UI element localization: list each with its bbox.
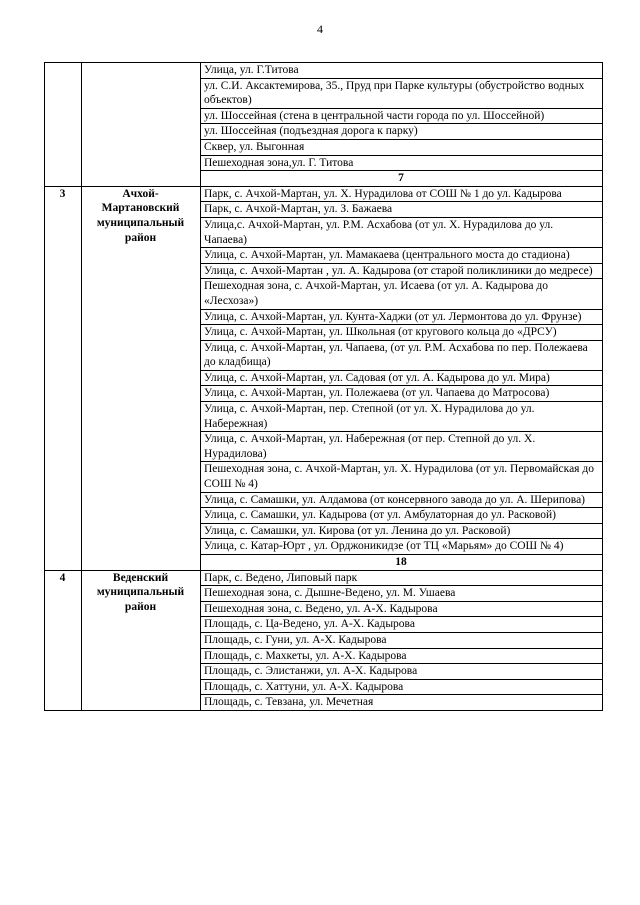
object-cell: Площадь, с. Ца-Ведено, ул. А-Х. Кадырова bbox=[201, 617, 603, 633]
table-row bbox=[45, 63, 603, 79]
table-row bbox=[45, 570, 603, 586]
object-cell: ул. С.И. Аксактемирова, 35., Пруд при Парке культуры (обустройство водных объектов) bbox=[201, 78, 603, 108]
object-cell: Улица, с. Ачхой-Мартан, ул. Полежаева (от ул. Чапаева до Матросова) bbox=[201, 386, 603, 402]
table-body bbox=[45, 63, 603, 711]
object-cell: Пешеходная зона, с. Дышне-Ведено, ул. М. Ушаева bbox=[201, 586, 603, 602]
object-cell: Улица, с. Самашки, ул. Кирова (от ул. Ленина до ул. Расковой) bbox=[201, 523, 603, 539]
object-cell: Парк, с. Ачхой-Мартан, ул. Х. Нурадилова от СОШ № 1 до ул. Кадырова bbox=[201, 186, 603, 202]
object-cell: Площадь, с. Элистанжи, ул. А-Х. Кадырова bbox=[201, 664, 603, 680]
object-cell: Улица, с. Ачхой-Мартан, ул. Набережная (от пер. Степной до ул. Х. Нурадилова) bbox=[201, 432, 603, 462]
object-cell: Сквер, ул. Выгонная bbox=[201, 139, 603, 155]
object-cell: Площадь, с. Гуни, ул. А-Х. Кадырова bbox=[201, 632, 603, 648]
object-cell: Улица, с. Ачхой-Мартан, ул. Чапаева, (от ул. Р.М. Асхабова по пер. Полежаева до кладбища) bbox=[201, 340, 603, 370]
object-cell: Улица, с. Самашки, ул. Кадырова (от ул. Амбулаторная до ул. Расковой) bbox=[201, 508, 603, 524]
object-cell: Улица, с. Ачхой-Мартан, ул. Садовая (от ул. А. Кадырова до ул. Мира) bbox=[201, 370, 603, 386]
object-cell: Улица, с. Ачхой-Мартан , ул. А. Кадырова (от старой поликлиники до медресе) bbox=[201, 263, 603, 279]
object-cell: Площадь, с. Тевзана, ул. Мечетная bbox=[201, 695, 603, 711]
object-cell: ул. Шоссейная (стена в центральной части города по ул. Шоссейной) bbox=[201, 108, 603, 124]
object-cell: Улица, с. Ачхой-Мартан, ул. Кунта-Хаджи (от ул. Лермонтова до ул. Фрунзе) bbox=[201, 309, 603, 325]
object-cell: Улица, с. Самашки, ул. Алдамова (от консервного завода до ул. А. Шерипова) bbox=[201, 492, 603, 508]
section-number: 4 bbox=[45, 570, 82, 710]
section-total: 7 bbox=[201, 171, 603, 187]
section-number bbox=[45, 63, 82, 187]
object-cell: Парк, с. Ведено, Липовый парк bbox=[201, 570, 603, 586]
district-name: Ачхой-Мартановский муниципальный район bbox=[82, 186, 201, 570]
object-cell: Улица, ул. Г.Титова bbox=[201, 63, 603, 79]
object-cell: Улица, с. Ачхой-Мартан, ул. Школьная (от кругового кольца до «ДРСУ) bbox=[201, 325, 603, 341]
section-total: 18 bbox=[201, 555, 603, 571]
district-name bbox=[82, 63, 201, 187]
object-cell: Пешеходная зона, с. Ведено, ул. А-Х. Кадырова bbox=[201, 601, 603, 617]
object-cell: Пешеходная зона, с. Ачхой-Мартан, ул. Исаева (от ул. А. Кадырова до «Лесхоза») bbox=[201, 279, 603, 309]
object-cell: Улица,с. Ачхой-Мартан, ул. Р.М. Асхабова (от ул. Х. Нурадилова до ул. Чапаева) bbox=[201, 217, 603, 247]
object-cell: Улица, с. Ачхой-Мартан, ул. Мамакаева (центрального моста до стадиона) bbox=[201, 248, 603, 264]
page-number: 4 bbox=[317, 22, 323, 36]
object-cell: Площадь, с. Хаттуни, ул. А-Х. Кадырова bbox=[201, 679, 603, 695]
object-cell: Улица, с. Катар-Юрт , ул. Орджоникидзе (от ТЦ «Марьям» до СОШ № 4) bbox=[201, 539, 603, 555]
object-cell: Парк, с. Ачхой-Мартан, ул. З. Бажаева bbox=[201, 202, 603, 218]
object-cell: ул. Шоссейная (подъездная дорога к парку) bbox=[201, 124, 603, 140]
object-cell: Пешеходная зона, с. Ачхой-Мартан, ул. Х. Нурадилова (от ул. Первомайская до СОШ № 4) bbox=[201, 462, 603, 492]
objects-table bbox=[44, 62, 603, 711]
object-cell: Площадь, с. Махкеты, ул. А-Х. Кадырова bbox=[201, 648, 603, 664]
district-name: Веденский муниципальный район bbox=[82, 570, 201, 710]
object-cell: Улица, с. Ачхой-Мартан, пер. Степной (от ул. Х. Нурадилова до ул. Набережная) bbox=[201, 402, 603, 432]
object-cell: Пешеходная зона,ул. Г. Титова bbox=[201, 155, 603, 171]
section-number: 3 bbox=[45, 186, 82, 570]
table-row bbox=[45, 186, 603, 202]
